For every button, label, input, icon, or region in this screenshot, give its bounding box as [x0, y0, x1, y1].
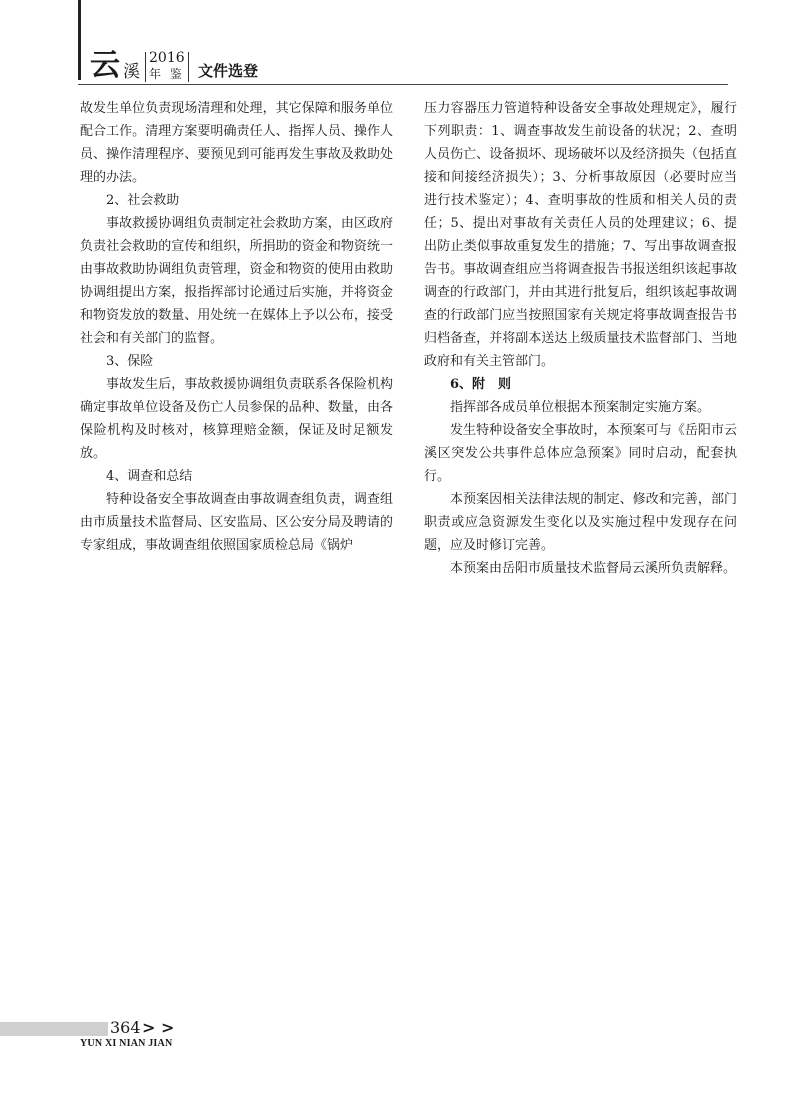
paragraph: 特种设备安全事故调查由事故调查组负责，调查组由市质量技术监督局、区安监局、区公安分局及聘请的专家组成，事故调查组依照国家质检总局《锅炉	[80, 492, 393, 553]
header-section-title: 文件选登	[198, 62, 259, 80]
paragraph: 本预案因相关法律法规的制定、修改和完善，部门职责或应急资源发生变化以及实施过程中发现存在问题，应及时修订完善。	[424, 492, 737, 553]
paragraph: 故发生单位负责现场清理和处理，其它保障和服务单位配合工作。清理方案要明确责任人、指挥人员、操作人员、操作清理程序、要预见到可能再发生事故及救助处理的办法。	[80, 101, 393, 185]
paragraph: 压力容器压力管道特种设备安全事故处理规定》，履行下列职责：1、调查事故发生前设备的状况；2、查明人员伤亡、设备损坏、现场破坏以及经济损失（包括直接和间接经济损失）；3、分析事故原因（必要时应当进行技术鉴定）；4、查明事故的性质和相关人员的责任；5、提出对事故有关责任人员的处理建议；6、提出防止类似事故重复发生的措施；7、写出事故调查报告书。事故调查组应当将调查报告书报送组织该起事故调查的行政部门，并由其进行批复后，组织该起事故调查的行政部门应当按照国家有关规定将事故调查报告书归档备查，并将副本送达上级质量技术监督部门、当地政府和有关主管部门。	[424, 101, 737, 369]
right-column	[424, 97, 737, 580]
paragraph: 发生特种设备安全事故时，本预案可与《岳阳市云溪区突发公共事件总体应急预案》同时启动，配套执行。	[424, 423, 737, 484]
paragraph: 本预案由岳阳市质量技术监督局云溪所负责解释。	[450, 561, 737, 576]
header-divider	[188, 52, 189, 82]
header-yearbook-label: 年 鉴	[149, 67, 182, 81]
footer-subtitle: YUN XI NIAN JIAN	[80, 1038, 173, 1049]
header-rule	[78, 84, 728, 85]
header-year: 2016	[149, 50, 185, 66]
footer-bar	[0, 1022, 108, 1036]
paragraph: 事故发生后，事故救援协调组负责联系各保险机构确定事故单位设备及伤亡人员参保的品种、数量，由各保险机构及时核对，核算理赔金额，保证及时足额发放。	[80, 377, 393, 461]
header-logo-xi: 溪	[123, 62, 140, 82]
paragraph: 指挥部各成员单位根据本预案制定实施方案。	[450, 400, 711, 415]
paragraph: 事故救援协调组负责制定社会救助方案，由区政府负责社会救助的宣传和组织，所捐助的资金和物资统一由事故救助协调组负责管理，资金和物资的使用由救助协调组提出方案，报指挥部讨论通过后实施，并将资金和物资发放的数量、用处统一在媒体上予以公布，接受社会和有关部门的监督。	[80, 216, 393, 346]
header-vertical-rule	[78, 0, 81, 80]
header-logo-yun: 云	[90, 48, 120, 83]
left-column	[80, 97, 393, 557]
section-heading: 3、保险	[106, 354, 154, 369]
page-number: 364	[110, 1018, 141, 1037]
footer-arrows: > >	[142, 1018, 175, 1037]
section-heading: 2、社会救助	[106, 193, 180, 208]
section-heading: 4、调查和总结	[106, 469, 193, 484]
header-divider	[145, 52, 146, 82]
section-heading: 6、附 则	[450, 377, 512, 392]
